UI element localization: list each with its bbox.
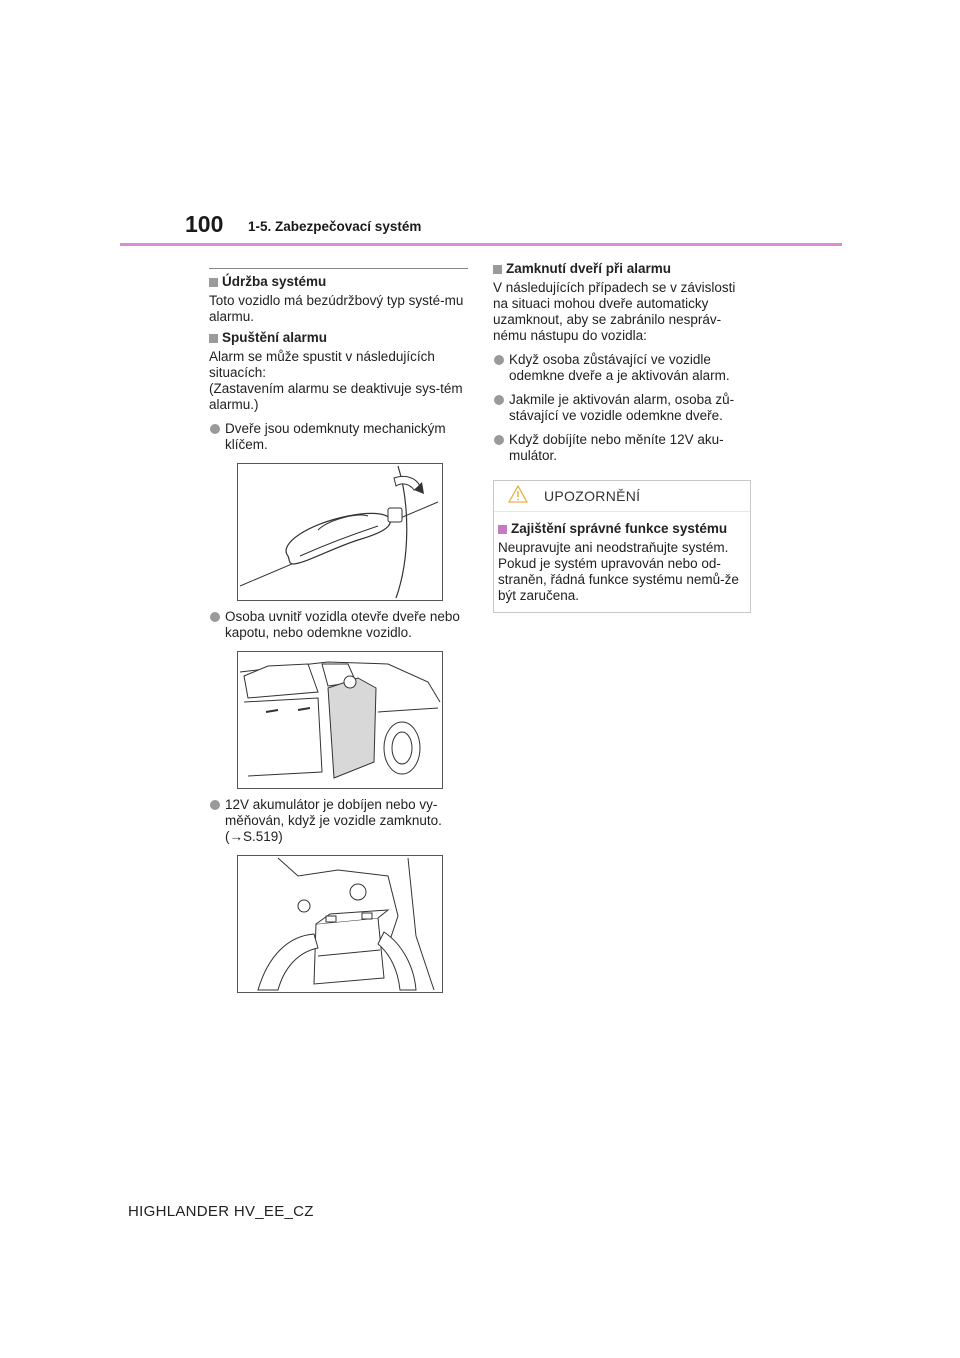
maintenance-heading-text: Údržba systému [222,274,327,289]
left-column [209,268,469,993]
warning-text: Neupravujte ani neodstraňujte systém. Pokud je systém upravován nebo od-straněn, řádná funkce systému nemů-že být zaručena. [498,540,739,603]
list-item [209,609,469,641]
warning-heading-text: Zajištění správné funkce systému [511,521,728,536]
circle-bullet-icon [494,435,504,445]
list-item [209,421,469,453]
warning-body [494,512,750,604]
warning-heading [498,521,746,537]
trigger-note: (Zastavením alarmu se deaktivuje sys-tém alarmu.) [209,381,463,412]
circle-bullet-icon [210,612,220,622]
circle-bullet-icon [494,395,504,405]
maintenance-text: Toto vozidlo má bezúdržbový typ systé-mu alarmu. [209,293,464,324]
trigger-heading [209,330,469,346]
door-handle-illustration [237,463,443,601]
warning-box [493,480,751,613]
list-item [493,352,753,384]
open-door-illustration [237,651,443,789]
list-item-text: Jakmile je aktivován alarm, osoba zů-stávající ve vozidle odemkne dveře. [509,392,735,423]
warning-header [494,481,750,512]
circle-bullet-icon [494,355,504,365]
square-bullet-icon [209,278,218,287]
maintenance-heading [209,274,469,290]
list-item [493,392,753,424]
right-column [493,256,753,613]
column-divider [209,268,468,269]
list-item-text: Když dobíjíte nebo měníte 12V aku-mulátor. [509,432,724,463]
square-bullet-icon [209,334,218,343]
section-title: 1-5. Zabezpečovací systém [248,219,422,234]
square-bullet-icon [498,525,507,534]
footer-model: HIGHLANDER HV_EE_CZ [128,1203,314,1220]
list-item-text: Osoba uvnitř vozidla otevře dveře nebo kapotu, nebo odemkne vozidlo. [225,609,460,640]
battery-replacement-illustration [237,855,443,993]
list-item [209,797,469,845]
page-number: 100 [185,211,224,237]
warning-triangle-icon [508,485,528,507]
square-bullet-icon [493,265,502,274]
list-item-text: Když osoba zůstávající ve vozidle odemkne dveře a je aktivován alarm. [509,352,730,383]
list-item [493,432,753,464]
trigger-heading-text: Spuštění alarmu [222,330,328,345]
header-divider [120,243,842,246]
list-item-text: Dveře jsou odemknuty mechanickým klíčem. [225,421,446,452]
lock-text: V následujících případech se v závislosti na situaci mohou dveře automaticky uzamknout, aby se zabránilo nespráv-nému nástupu do vozidla: [493,280,736,343]
lock-heading [493,261,753,277]
circle-bullet-icon [210,424,220,434]
lock-heading-text: Zamknutí dveří při alarmu [506,261,672,276]
trigger-text: Alarm se může spustit v následujících situacích: [209,349,435,380]
list-item-text: 12V akumulátor je dobíjen nebo vy-měňován, když je vozidle zamknuto. (→S.519) [225,797,442,844]
circle-bullet-icon [210,800,220,810]
warning-title: UPOZORNĚNÍ [544,488,641,504]
